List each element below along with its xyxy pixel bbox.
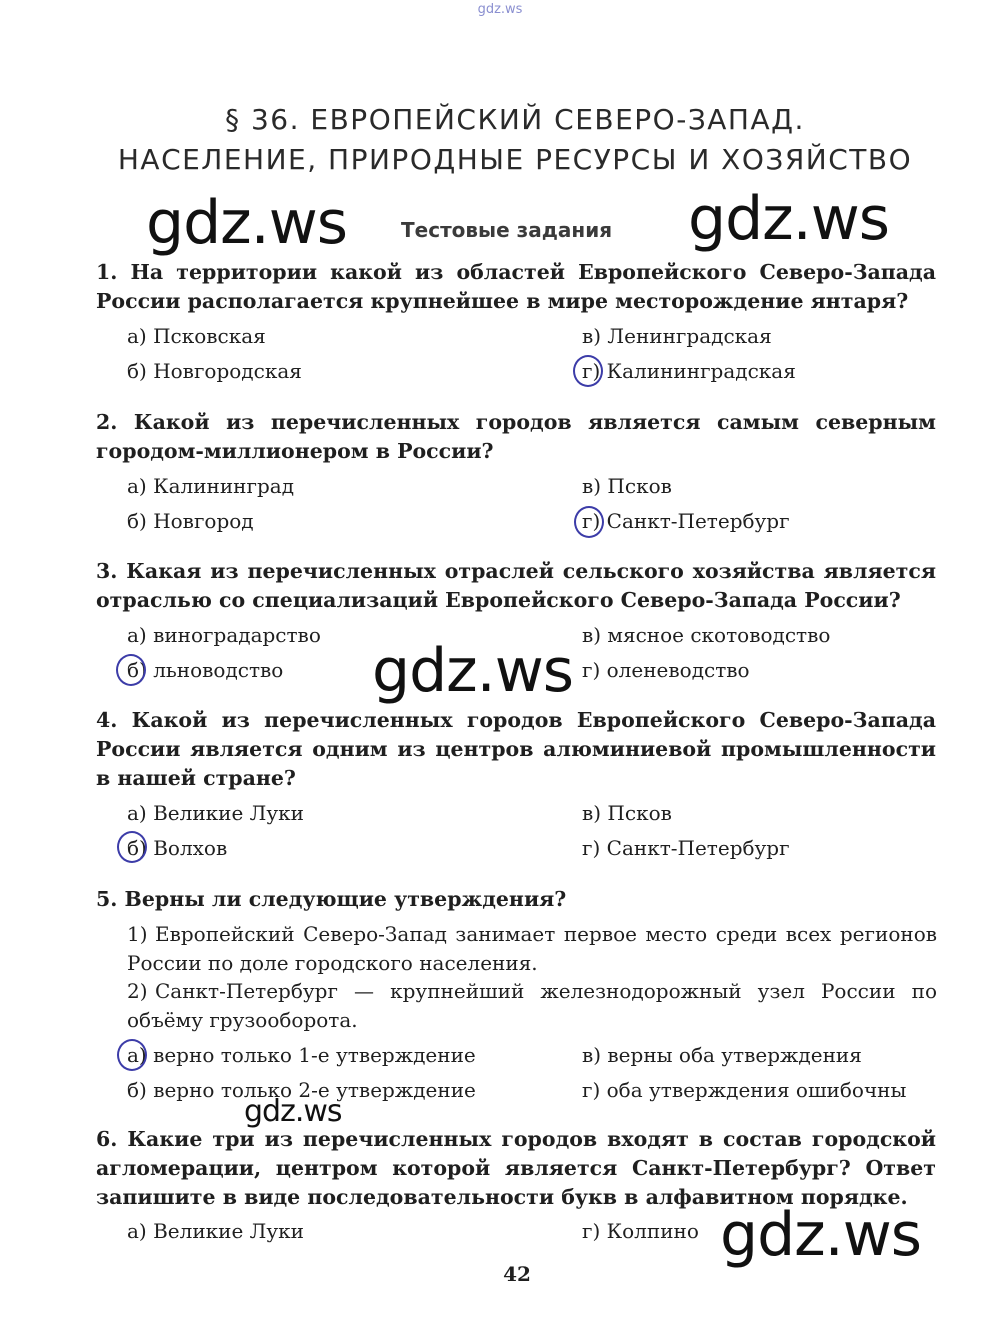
statement-1 [127, 920, 937, 978]
statement-text: Санкт-Петербург — крупнейший железнодорожный узел России по объёму грузооборота. [127, 979, 937, 1032]
option-2v: в) Псков [582, 474, 672, 498]
statement-number: 2) [127, 979, 148, 1003]
subtitle: Тестовые задания [401, 218, 613, 242]
answer-circle-5 [117, 1039, 147, 1071]
option-5b: б) верно только 2-е утверждение [127, 1078, 476, 1102]
answer-circle-2 [574, 506, 604, 538]
statement-text: Европейский Северо-Запад занимает первое место среди всех регионов России по доле городского населения. [127, 922, 937, 975]
question-1: 1. На территории какой из областей Европейского Северо-Запада России располагается крупнейшее в мире месторождение янтаря? [96, 260, 936, 313]
section-title-line2: НАСЕЛЕНИЕ, ПРИРОДНЫЕ РЕСУРСЫ И ХОЗЯЙСТВО [117, 143, 913, 176]
option-2a: а) Калининград [127, 474, 295, 498]
watermark: gdz.ws [372, 636, 574, 706]
option-2b: б) Новгород [127, 509, 254, 533]
question-2: 2. Какой из перечисленных городов является самым северным городом-миллионером в России? [96, 410, 936, 463]
option-3g: г) оленеводство [582, 658, 750, 682]
option-4v: в) Псков [582, 801, 672, 825]
option-1v: в) Ленинградская [582, 324, 772, 348]
question-6: 6. Какие три из перечисленных городов входят в состав городской агломерации, центром которой является Санкт-Петербург? Ответ запишите в виде последовательности букв в алфавитном порядке. [96, 1127, 936, 1209]
option-5g: г) оба утверждения ошибочны [582, 1078, 907, 1102]
option-3a: а) виноградарство [127, 623, 321, 647]
question-3: 3. Какая из перечисленных отраслей сельского хозяйства является отраслью со специализаций Европейского Северо-Запада России? [96, 559, 936, 612]
option-2g: г) Санкт-Петербург [582, 509, 790, 533]
section-title-line1: § 36. ЕВРОПЕЙСКИЙ СЕВЕРО-ЗАПАД. [225, 103, 805, 136]
option-6g: г) Колпино [582, 1219, 699, 1243]
option-6a: а) Великие Луки [127, 1219, 304, 1243]
answer-circle-1 [573, 355, 603, 387]
option-1g: г) Калининградская [582, 359, 796, 383]
option-4b: б) Волхов [127, 836, 228, 860]
answer-circle-4 [117, 831, 147, 863]
watermark: gdz.ws [146, 188, 348, 258]
watermark: gdz.ws [688, 184, 890, 254]
watermark: gdz.ws [244, 1094, 342, 1129]
option-5v: в) верны оба утверждения [582, 1043, 862, 1067]
option-4a: а) Великие Луки [127, 801, 304, 825]
statement-2 [127, 977, 937, 1035]
page-number: 42 [503, 1262, 531, 1286]
option-4g: г) Санкт-Петербург [582, 836, 790, 860]
option-5a: а) верно только 1-е утверждение [127, 1043, 476, 1067]
answer-circle-3 [116, 654, 146, 686]
watermark: gdz.ws [720, 1200, 922, 1270]
option-3b: б) льноводство [127, 658, 284, 682]
option-1a: а) Псковская [127, 324, 266, 348]
question-5: 5. Верны ли следующие утверждения? [96, 887, 567, 911]
question-4: 4. Какой из перечисленных городов Европейского Северо-Запада России является одним из центров алюминиевой промышленности в нашей стране? [96, 708, 936, 790]
statement-number: 1) [127, 922, 148, 946]
top-watermark: gdz.ws [477, 2, 523, 17]
option-1b: б) Новгородская [127, 359, 302, 383]
option-3v: в) мясное скотоводство [582, 623, 831, 647]
